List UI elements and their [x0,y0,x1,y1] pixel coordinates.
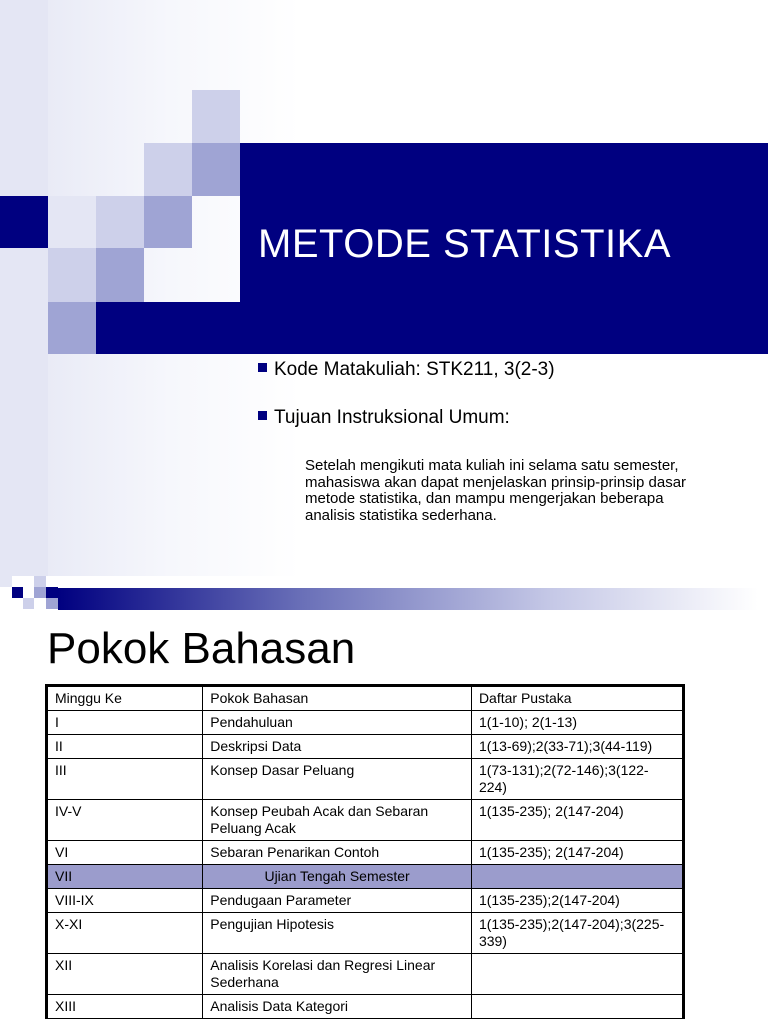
decorative-square [48,196,96,248]
cell-reference: 1(13-69);2(33-71);3(44-119) [471,735,683,759]
decorative-square [0,196,48,248]
decorative-square [12,587,23,598]
divider-gradient-bar [58,588,758,610]
bullet-objective [258,407,510,429]
table-row [47,711,684,735]
objective-description [305,458,755,524]
cell-topic: Konsep Dasar Peluang [203,759,472,800]
decorative-square [0,576,12,587]
cell-week: I [47,711,203,735]
decorative-square [192,143,240,196]
header-daftar-pustaka: Daftar Pustaka [471,686,683,711]
cell-reference: 1(135-235); 2(147-204) [471,800,683,841]
cell-reference: 1(135-235);2(147-204) [471,889,683,913]
table-row [47,889,684,913]
cell-week: VI [47,841,203,865]
decorative-square [144,196,192,248]
cell-week: III [47,759,203,800]
cell-topic: Deskripsi Data [203,735,472,759]
square-bullet-icon [258,363,267,372]
cell-reference [471,865,683,889]
cell-week: XII [47,954,203,995]
decorative-square [144,143,192,196]
description-line: analisis statistika sederhana. [305,506,497,524]
cell-topic: Pendahuluan [203,711,472,735]
decorative-square [96,248,144,302]
cell-topic: Pengujian Hipotesis [203,913,472,954]
decorative-square [96,302,240,354]
decorative-square [48,248,96,302]
cell-topic: Analisis Data Kategori [203,995,472,1019]
bullet-text: Tujuan Instruksional Umum: [274,407,510,428]
cell-week: X-XI [47,913,203,954]
cell-topic: Ujian Tengah Semester [203,865,472,889]
cell-week: VIII-IX [47,889,203,913]
table-row [47,913,684,954]
table-row [47,841,684,865]
cell-topic: Sebaran Penarikan Contoh [203,841,472,865]
decorative-square [192,90,240,143]
decorative-stripe [0,0,48,576]
decorative-square [46,598,58,609]
pokok-bahasan-title: Pokok Bahasan [47,624,356,673]
bullet-course-code [258,359,555,381]
decorative-square [34,576,46,587]
cell-reference: 1(1-10); 2(1-13) [471,711,683,735]
decorative-square [48,302,96,354]
table-row [47,995,684,1019]
decorative-square [23,598,34,609]
description-line: metode statistika, dan mampu mengerjakan beberapa [305,490,664,507]
table-row [47,735,684,759]
cell-week: XIII [47,995,203,1019]
cell-reference: 1(135-235); 2(147-204) [471,841,683,865]
description-line: mahasiswa akan dapat menjelaskan prinsip-prinsip dasar [305,473,687,491]
cell-topic: Konsep Peubah Acak dan Sebaran Peluang Acak [203,800,472,841]
header-pokok-bahasan: Pokok Bahasan [203,686,472,711]
description-line: Setelah mengikuti mata kuliah ini selama satu semester, [305,457,679,474]
table-row [47,800,684,841]
decorative-square [46,587,58,598]
table-header-row [47,686,684,711]
square-bullet-icon [258,411,267,420]
cell-topic: Pendugaan Parameter [203,889,472,913]
bullet-text: Kode Matakuliah: STK211, 3(2-3) [274,359,555,380]
decorative-square [34,587,46,598]
cell-reference: 1(73-131);2(72-146);3(122-224) [471,759,683,800]
table-row [47,954,684,995]
cell-week: II [47,735,203,759]
slide-title: METODE STATISTIKA [258,222,671,266]
header-minggu-ke: Minggu Ke [47,686,203,711]
table-row-midterm [47,865,684,889]
cell-week: IV-V [47,800,203,841]
table-row [47,759,684,800]
cell-topic: Analisis Korelasi dan Regresi Linear Sederhana [203,954,472,995]
decorative-square [96,196,144,248]
cell-reference [471,954,683,995]
cell-reference [471,995,683,1019]
course-schedule-table [45,684,685,1019]
cell-week: VII [47,865,203,889]
cell-reference: 1(135-235);2(147-204);3(225-339) [471,913,683,954]
